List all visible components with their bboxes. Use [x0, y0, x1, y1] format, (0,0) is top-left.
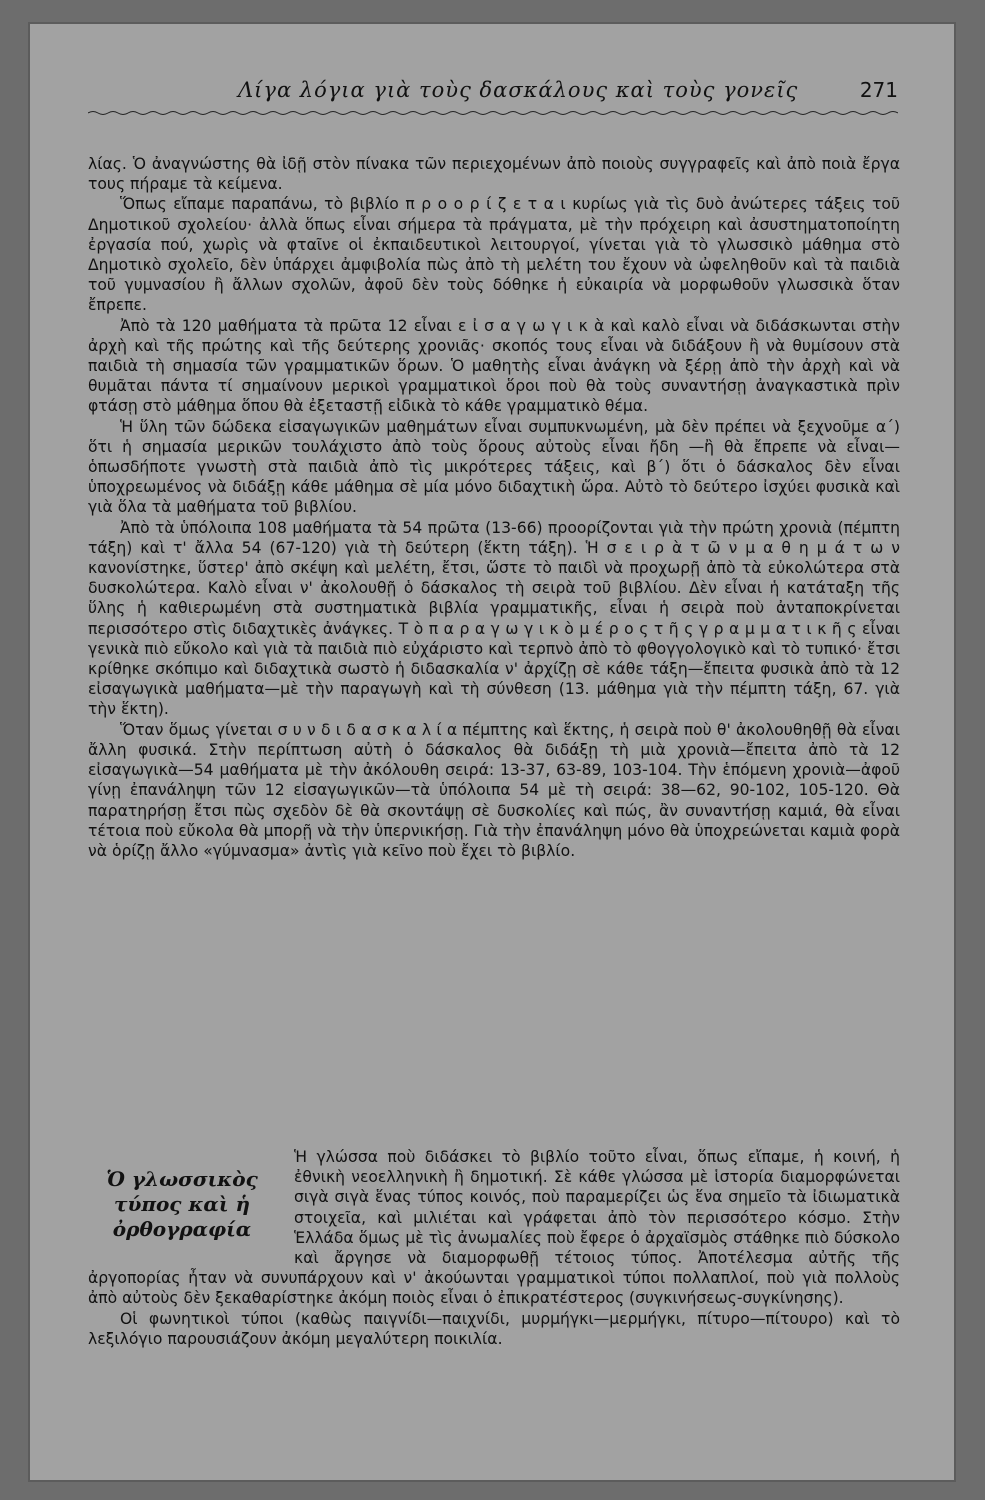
paragraph-6: Ὅταν ὅμως γίνεται σ υ ν δ ι δ α σ κ α λ ί α πέμπτης καὶ ἕκτης, ἡ σειρὰ ποὺ θ' ἀκολουθηθῇ θὰ εἶναι ἄλλη φυσικά. Στὴν περίπτωση αὐτὴ ὁ δάσκαλος θὰ διδάξῃ τὴ μιὰ χρονιὰ—ἔπειτα ἀπὸ τὰ 12 εἰσαγωγικὰ—54 μαθήματα μὲ τὴν ἀκόλουθη σειρά: 13-37, 63-89, 103-104. Τὴν ἑπόμενη χρονιὰ—ἀφοῦ γίνῃ ἐπανάληψη τῶν 12 εἰσαγωγικῶν—τὰ ὑπόλοιπα 54 μὲ τὴ σειρά: 38—62, 90-102, 105-120. Θὰ παρατηρήσῃ ἔτσι πὼς σχεδὸν δὲ θὰ σκοντάψῃ σὲ δυσκολίες καὶ πώς, ἂν συναντήσῃ καμιά, θὰ εἶναι τέτοια ποὺ εὔκολα θὰ μπορῇ νὰ τὴν ὑπερνικήσῃ. Γιὰ τὴν ἐπανάληψη μόνο θὰ ὑποχρεώνεται καμιὰ φορὰ νὰ ὁρίζῃ ἄλλο «γύμνασμα» ἀντὶς γιὰ κεῖνο ποὺ ἔχει τὸ βιβλίο. — [88, 720, 900, 860]
section-language-orthography — [88, 1147, 900, 1349]
paragraph-3: Ἀπὸ τὰ 120 μαθήματα τὰ πρῶτα 12 εἶναι ε ἰ σ α γ ω γ ι κ ὰ καὶ καλὸ εἶναι νὰ διδάσκωνται στὴν ἀρχὴ καὶ τῆς πρώτης καὶ τῆς δεύτερης χρονιᾶς· σκοπός τους εἶναι νὰ διδάξουν ἢ νὰ θυμίσουν στὰ παιδιὰ τὴ σημασία τῶν γραμματικῶν ὅρων. Ὁ μαθητὴς εἶναι ἀνάγκη νὰ ξέρῃ ἀπὸ τὴν ἀρχὴ καὶ νὰ θυμᾶται πάντα τί σημαίνουν μερικοὶ γραμματικοὶ ὅροι ποὺ θὰ τοὺς συναντήσῃ ἀναγκαστικὰ πρὶν φτάσῃ στὸ μάθημα ὅπου θὰ ἐξεταστῇ εἰδικὰ τὸ κάθε γραμματικὸ θέμα. — [88, 316, 900, 416]
section-heading-line: τύπος καὶ ἡ — [113, 1192, 250, 1216]
running-header — [88, 74, 898, 114]
section-heading-line: Ὁ γλωσσικὸς — [106, 1167, 258, 1191]
main-text — [88, 154, 900, 861]
page-number: 271 — [859, 78, 898, 102]
book-page — [28, 22, 956, 1482]
paragraph-1: λίας. Ὁ ἀναγνώστης θὰ ἰδῇ στὸν πίνακα τῶν περιεχομένων ἀπὸ ποιοὺς συγγραφεῖς καὶ ἀπὸ ποιὰ ἔργα τους πήραμε τὰ κείμενα. — [88, 155, 900, 194]
paragraph-5: Ἀπὸ τὰ ὑπόλοιπα 108 μαθήματα τὰ 54 πρῶτα (13-66) προορίζονται γιὰ τὴν πρώτη χρονιὰ (πέμπτη τάξη) καὶ τ' ἄλλα 54 (67-120) γιὰ τὴ δεύτερη (ἕκτη τάξη). Ἡ σ ε ι ρ ὰ τ ῶ ν μ α θ η μ ά τ ω ν κανονίστηκε, ὕστερ' ἀπὸ σκέψη καὶ μελέτη, ἔτσι, ὥστε τὸ παιδὶ νὰ προχωρῇ ἀπὸ τὰ εὐκολώτερα στὰ δυσκολώτερα. Καλὸ εἶναι ν' ἀκολουθῇ ὁ δάσκαλος τὴ σειρὰ τοῦ βιβλίου. Δὲν εἶναι ἡ κατάταξη τῆς ὕλης ἡ καθιερωμένη στὰ συστηματικὰ βιβλία γραμματικῆς, εἶναι ἡ σειρὰ ποὺ ἀνταποκρίνεται περισσότερο στὶς διδαχτικὲς ἀνάγκες. Τ ὸ π α ρ α γ ω γ ι κ ὸ μ έ ρ ο ς τ ῆ ς γ ρ α μ μ α τ ι κ ῆ ς εἶναι γενικὰ πιὸ εὔκολο καὶ γιὰ τὰ παιδιὰ πιὸ εὐχάριστο καὶ τερπνὸ ἀπὸ τὸ φθογγολογικὸ καὶ τὸ τυπικό· ἔτσι κρίθηκε σκόπιμο καὶ διδαχτικὰ σωστὸ ἡ διδασκαλία ν' ἀρχίζῃ σὲ κάθε τάξη—ἔπειτα φυσικὰ ἀπὸ τὰ 12 εἰσαγωγικὰ μαθήματα—μὲ τὴν παραγωγὴ καὶ τὴ σύνθεση (13. μάθημα γιὰ τὴν πέμπτη τάξη, 67. γιὰ τὴν ἕκτη). — [88, 518, 900, 719]
running-title: Λίγα λόγια γιὰ τοὺς δασκάλους καὶ τοὺς γονεῖς — [238, 78, 799, 102]
section-paragraph-1: Ἡ γλώσσα ποὺ διδάσκει τὸ βιβλίο τοῦτο εἶναι, ὅπως εἴπαμε, ἡ κοινή, ἡ ἐθνικὴ νεοελληνικὴ ἢ δημοτική. Σὲ κάθε γλώσσα μὲ ἱστορία διαμορφώνεται σιγὰ σιγὰ ἕνας τύπος κοινός, ποὺ παραμερίζει ὡς ἕνα σημεῖο τὰ ἰδιωματικὰ στοιχεῖα, καὶ μιλιέται καὶ γράφεται ἀπὸ τὸν περισσότερο κόσμο. Στὴν Ἑλλάδα ὅμως μὲ τὶς ἀνωμαλίες ποὺ ἔφερε ὁ ἀρχαϊσμὸς στάθηκε πιὸ δύσκολο καὶ ἄργησε νὰ διαμορφωθῇ τέτοιος τύπος. Ἀποτέλεσμα αὐτῆς τῆς ἀργοπορίας ἦταν νὰ συνυπάρχουν καὶ ν' ἀκούωνται γραμματικοὶ τύποι πολλαπλοί, ποὺ γιὰ πολλοὺς ἀπὸ αὐτοὺς δὲν ξεκαθαρίστηκε ἀκόμη ποιὸς εἶναι ὁ ἐπικρατέστερος (συγκινήσεως-συγκίνησης). — [88, 1148, 900, 1308]
header-wavy-rule — [88, 110, 898, 116]
paragraph-4: Ἡ ὕλη τῶν δώδεκα εἰσαγωγικῶν μαθημάτων εἶναι συμπυκνωμένη, μὰ δὲν πρέπει νὰ ξεχνοῦμε α΄) ὅτι ἡ σημασία μερικῶν τουλάχιστο ἀπὸ τοὺς ὅρους αὐτοὺς εἶναι ἤδη —ἢ θὰ ἔπρεπε νὰ εἶναι— ὁπωσδήποτε γνωστὴ στὰ παιδιὰ ἀπὸ τὶς μικρότερες τάξεις, καὶ β΄) ὅτι ὁ δάσκαλος δὲν εἶναι ὑποχρεωμένος νὰ διδάξῃ κάθε μάθημα σὲ μία μόνο διδαχτικὴ ὥρα. Αὐτὸ τὸ δεύτερο ἰσχύει φυσικὰ καὶ γιὰ ὅλα τὰ μαθήματα τοῦ βιβλίου. — [88, 417, 900, 517]
section-heading-line: ὀρθογραφία — [112, 1217, 252, 1241]
paragraph-2: Ὅπως εἴπαμε παραπάνω, τὸ βιβλίο π ρ ο ο ρ ί ζ ε τ α ι κυρίως γιὰ τὶς δυὸ ἀνώτερες τάξεις τοῦ Δημοτικοῦ σχολείου· ἀλλὰ ὅπως εἶναι σήμερα τὰ πράγματα, μὲ τὴν πρόχειρη καὶ ἀσυστηματοποίητη ἐργασία πού, χωρὶς νὰ φταῖνε οἱ ἐκπαιδευτικοὶ λειτουργοί, γίνεται γιὰ τὸ γλωσσικὸ μάθημα στὸ Δημοτικὸ σχολεῖο, δὲν ὑπάρχει ἀμφιβολία πὼς ἀπὸ τὴ μελέτη του ἔχουν νὰ ὠφεληθοῦν καὶ τὰ παιδιὰ τοῦ γυμνασίου ἢ ἄλλων σχολῶν, ἀφοῦ δὲν τοὺς δόθηκε ἡ εὐκαιρία νὰ μορφωθοῦν γλωσσικὰ ὅταν ἔπρεπε. — [88, 195, 900, 315]
section-paragraph-2: Οἱ φωνητικοὶ τύποι (καθὼς παιγνίδι—παιχνίδι, μυρμήγκι—μερμήγκι, πίτυρο—πίτουρο) καὶ τὸ λεξιλόγιο παρουσιάζουν ἀκόμη μεγαλύτερη ποικιλία. — [88, 1309, 900, 1348]
section-heading — [88, 1167, 276, 1242]
